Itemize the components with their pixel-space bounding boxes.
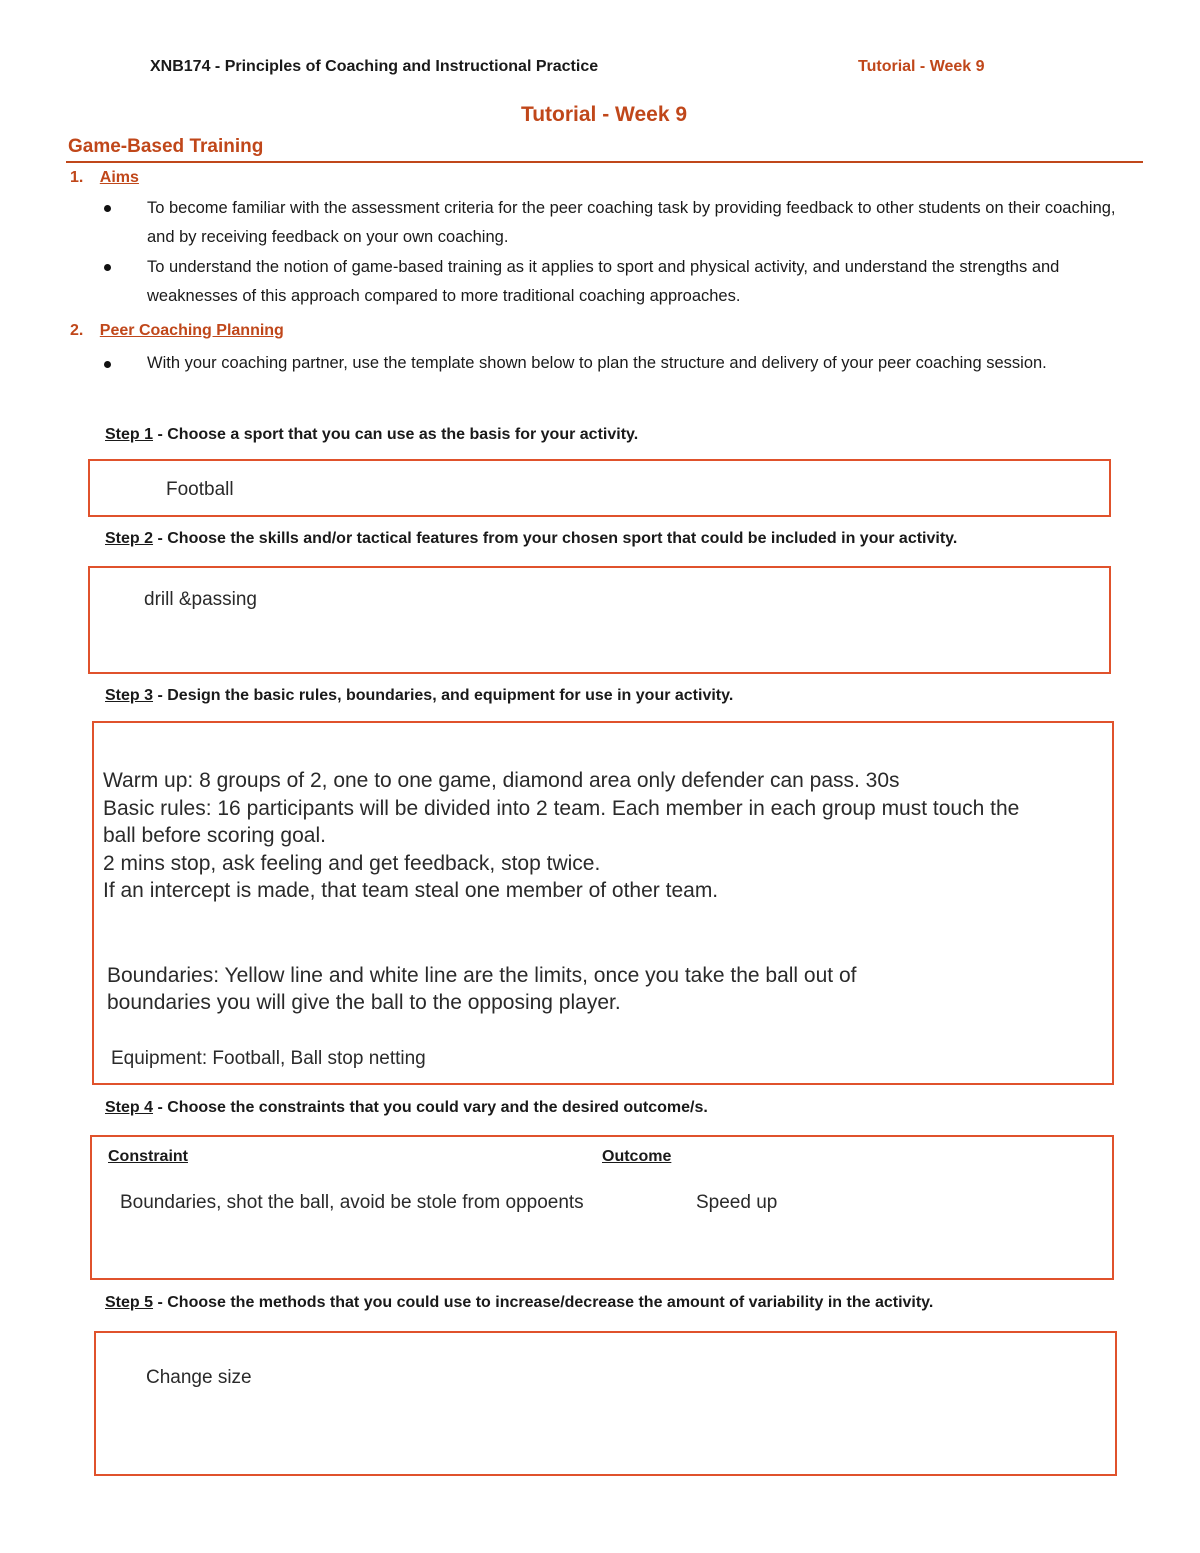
step-3-label: Step 3 (105, 687, 154, 704)
step-5-answer: Change size (146, 1367, 252, 1388)
step-5-prompt (105, 1294, 933, 1312)
step-1-label: Step 1 (105, 426, 154, 443)
course-header: XNB174 - Principles of Coaching and Instructional Practice (150, 58, 599, 75)
aims-bullet-2: To understand the notion of game-based training as it applies to sport and physical activity, and understand the strengths and weaknesses of this approach compared to more traditional coaching approaches. (147, 258, 1060, 305)
step-5-text: - Choose the methods that you could use to increase/decrease the amount of variability in the activity. (153, 1294, 934, 1311)
outcome-value: Speed up (696, 1192, 778, 1213)
step-2-text: - Choose the skills and/or tactical features from your chosen sport that could be included in your activity. (153, 530, 958, 547)
outcome-header: Outcome (602, 1148, 672, 1165)
section-divider (66, 161, 1143, 163)
aims-number: 1. (70, 169, 84, 186)
section-title: Game-Based Training (68, 136, 264, 157)
step-5-label: Step 5 (105, 1294, 154, 1311)
step-1-text: - Choose a sport that you can use as the basis for your activity. (153, 426, 639, 443)
step-2-answer: drill &passing (144, 589, 257, 610)
step-1-prompt (105, 426, 638, 444)
step-5-answer-box[interactable] (94, 1331, 1117, 1476)
step-4-label: Step 4 (105, 1099, 154, 1116)
step-2-prompt (105, 530, 957, 548)
planning-number: 2. (70, 322, 84, 339)
planning-heading (70, 322, 284, 340)
step-3-boundaries-cont: boundaries you will give the ball to the opposing player. (107, 991, 621, 1014)
tutorial-header: Tutorial - Week 9 (858, 58, 985, 75)
step-1-answer-box[interactable] (88, 459, 1111, 517)
bullet-icon (104, 264, 111, 271)
step-3-basic-rules-cont: ball before scoring goal. (103, 824, 326, 847)
step-4-answer-box[interactable] (90, 1135, 1114, 1280)
step-3-basic-rules: Basic rules: 16 participants will be divided into 2 team. Each member in each group must touch the (103, 797, 1020, 820)
step-1-answer: Football (166, 479, 234, 500)
step-3-intercept-rule: If an intercept is made, that team steal one member of other team. (103, 879, 719, 902)
step-3-warmup: Warm up: 8 groups of 2, one to one game, diamond area only defender can pass. 30s (103, 769, 900, 792)
page-title: Tutorial - Week 9 (520, 103, 688, 126)
step-3-equipment: Equipment: Football, Ball stop netting (111, 1048, 426, 1069)
step-3-stop-rule: 2 mins stop, ask feeling and get feedback, stop twice. (103, 852, 601, 875)
planning-bullet: With your coaching partner, use the template shown below to plan the structure and delivery of your peer coaching session. (147, 354, 1047, 372)
aims-heading (70, 169, 139, 187)
constraint-header: Constraint (108, 1148, 188, 1165)
bullet-icon (104, 361, 111, 368)
step-3-text: - Design the basic rules, boundaries, and equipment for use in your activity. (153, 687, 734, 704)
step-3-prompt (105, 687, 733, 705)
constraint-value: Boundaries, shot the ball, avoid be stole from oppoents (120, 1192, 584, 1213)
step-4-prompt (105, 1099, 708, 1117)
planning-label: Peer Coaching Planning (99, 322, 284, 339)
aims-bullet-1: To become familiar with the assessment criteria for the peer coaching task by providing feedback to other students on their coaching, and by receiving feedback on your own coaching. (147, 199, 1116, 246)
step-2-label: Step 2 (105, 530, 154, 547)
bullet-icon (104, 205, 111, 212)
aims-label: Aims (99, 169, 139, 186)
step-2-answer-box[interactable] (88, 566, 1111, 674)
step-3-boundaries: Boundaries: Yellow line and white line are the limits, once you take the ball out of (107, 964, 857, 987)
step-4-text: - Choose the constraints that you could vary and the desired outcome/s. (153, 1099, 708, 1116)
